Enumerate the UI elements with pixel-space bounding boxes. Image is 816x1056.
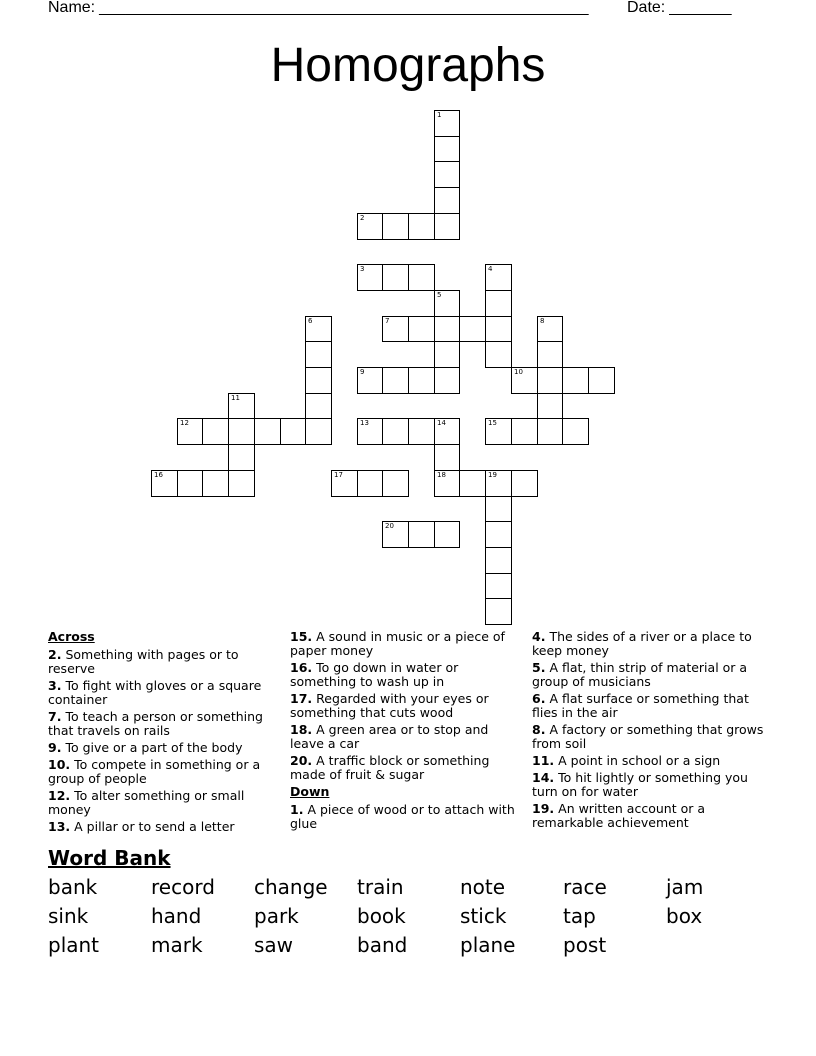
grid-cell[interactable] bbox=[485, 470, 512, 497]
grid-cell[interactable] bbox=[202, 470, 229, 497]
grid-cell[interactable] bbox=[228, 470, 255, 497]
clue-number: 13 bbox=[360, 419, 369, 427]
grid-cell[interactable] bbox=[537, 393, 563, 419]
grid-cell[interactable] bbox=[434, 367, 460, 394]
grid-cell[interactable] bbox=[537, 316, 563, 342]
word-bank-item: park bbox=[254, 904, 299, 928]
grid-cell[interactable] bbox=[382, 521, 409, 548]
grid-cell[interactable] bbox=[511, 367, 538, 394]
page-title: Homographs bbox=[270, 39, 546, 92]
grid-cell[interactable] bbox=[408, 213, 435, 240]
grid-cell[interactable] bbox=[305, 316, 332, 342]
grid-cell[interactable] bbox=[151, 470, 178, 497]
clue-number: 11 bbox=[231, 394, 240, 402]
name-blank[interactable]: _______________________________________________________ bbox=[99, 0, 589, 16]
word-bank-item: post bbox=[563, 933, 607, 957]
date-label: Date: bbox=[627, 0, 666, 16]
name-label: Name: bbox=[48, 0, 96, 16]
grid-cell[interactable] bbox=[382, 316, 409, 342]
grid-cell[interactable] bbox=[434, 341, 460, 368]
grid-cell[interactable] bbox=[537, 367, 563, 394]
grid-cell[interactable] bbox=[382, 264, 409, 291]
grid-cell[interactable] bbox=[511, 470, 538, 497]
word-bank-item: mark bbox=[151, 933, 203, 957]
clues-column-2 bbox=[290, 630, 525, 834]
clue-across-20: 20. A traffic block or something made of fruit & sugar bbox=[290, 753, 490, 782]
clue-number: 8 bbox=[540, 317, 545, 325]
grid-cell[interactable] bbox=[408, 264, 435, 291]
clue-down-6: 6. A flat surface or something that flies in the air bbox=[532, 691, 749, 720]
grid-cell[interactable] bbox=[305, 367, 332, 394]
grid-cell[interactable] bbox=[228, 393, 255, 419]
clue-across-18: 18. A green area or to stop and leave a car bbox=[290, 722, 489, 751]
clue-down-4: 4. The sides of a river or a place to keep money bbox=[532, 629, 752, 658]
clue-number: 1 bbox=[437, 111, 442, 119]
grid-cell[interactable] bbox=[357, 418, 383, 445]
grid-cell[interactable] bbox=[588, 367, 615, 394]
word-bank bbox=[48, 874, 788, 959]
grid-cell[interactable] bbox=[459, 470, 486, 497]
grid-cell[interactable] bbox=[408, 316, 435, 342]
word-bank-item: record bbox=[151, 875, 215, 899]
clue-across-15: 15. A sound in music or a piece of paper money bbox=[290, 629, 505, 658]
grid-cell[interactable] bbox=[485, 496, 512, 522]
clue-down-1: 1. A piece of wood or to attach with glue bbox=[290, 802, 515, 831]
grid-cell[interactable] bbox=[485, 418, 512, 445]
word-bank-item: change bbox=[254, 875, 328, 899]
word-bank-item: train bbox=[357, 875, 404, 899]
clue-down-14: 14. To hit lightly or something you turn on for water bbox=[532, 770, 748, 799]
clue-across-7: 7. To teach a person or something that travels on rails bbox=[48, 709, 263, 738]
clue-down-19: 19. An written account or a remarkable achievement bbox=[532, 801, 706, 830]
clue-number: 15 bbox=[488, 419, 497, 427]
grid-cell[interactable] bbox=[562, 418, 589, 445]
clues-column-3 bbox=[532, 630, 772, 833]
grid-cell[interactable] bbox=[357, 213, 383, 240]
grid-cell[interactable] bbox=[177, 418, 203, 445]
clue-number: 16 bbox=[154, 471, 163, 479]
grid-cell[interactable] bbox=[408, 367, 435, 394]
date-blank[interactable]: _______ bbox=[669, 0, 732, 16]
grid-cell[interactable] bbox=[408, 521, 435, 548]
across-heading: Across bbox=[48, 629, 95, 644]
clue-down-11: 11. A point in school or a sign bbox=[532, 753, 721, 768]
clue-number: 6 bbox=[308, 317, 313, 325]
grid-cell[interactable] bbox=[254, 418, 281, 445]
clue-number: 9 bbox=[360, 368, 365, 376]
clue-down-5: 5. A flat, thin strip of material or a group of musicians bbox=[532, 660, 748, 689]
grid-cell[interactable] bbox=[511, 418, 538, 445]
clue-number: 10 bbox=[514, 368, 523, 376]
word-bank-item: sink bbox=[48, 904, 89, 928]
word-bank-item: bank bbox=[48, 875, 98, 899]
clue-number: 7 bbox=[385, 317, 390, 325]
grid-cell[interactable] bbox=[228, 418, 255, 445]
grid-cell[interactable] bbox=[459, 316, 486, 342]
word-bank-item: band bbox=[357, 933, 408, 957]
word-bank-item: plane bbox=[460, 933, 516, 957]
word-bank-item: plant bbox=[48, 933, 100, 957]
grid-cell[interactable] bbox=[434, 418, 460, 445]
clue-down-8: 8. A factory or something that grows from soil bbox=[532, 722, 764, 751]
clues-column-1 bbox=[48, 630, 278, 837]
clue-number: 5 bbox=[437, 291, 442, 299]
clue-across-13: 13. A pillar or to send a letter bbox=[48, 819, 235, 834]
grid-cell[interactable] bbox=[357, 264, 383, 291]
grid-cell[interactable] bbox=[382, 418, 409, 445]
grid-cell[interactable] bbox=[434, 161, 460, 188]
clue-number: 3 bbox=[360, 265, 365, 273]
clue-number: 12 bbox=[180, 419, 189, 427]
clue-across-17: 17. Regarded with your eyes or something that cuts wood bbox=[290, 691, 489, 720]
grid-cell[interactable] bbox=[485, 521, 512, 548]
clue-number: 19 bbox=[488, 471, 497, 479]
grid-cell[interactable] bbox=[537, 418, 563, 445]
grid-cell[interactable] bbox=[485, 573, 512, 599]
grid-cell[interactable] bbox=[331, 470, 358, 497]
word-bank-item: stick bbox=[460, 904, 507, 928]
clue-across-10: 10. To compete in something or a group of people bbox=[48, 757, 261, 786]
grid-cell[interactable] bbox=[357, 367, 383, 394]
grid-cell[interactable] bbox=[434, 136, 460, 162]
grid-cell[interactable] bbox=[537, 341, 563, 368]
word-bank-item: race bbox=[563, 875, 607, 899]
clue-across-3: 3. To fight with gloves or a square container bbox=[48, 678, 262, 707]
clue-number: 2 bbox=[360, 214, 365, 222]
clue-across-12: 12. To alter something or small money bbox=[48, 788, 245, 817]
word-bank-item: book bbox=[357, 904, 406, 928]
word-bank-item: jam bbox=[666, 875, 704, 899]
grid-cell[interactable] bbox=[408, 418, 435, 445]
word-bank-item: saw bbox=[254, 933, 294, 957]
grid-cell[interactable] bbox=[305, 393, 332, 419]
grid-cell[interactable] bbox=[357, 470, 383, 497]
grid-cell[interactable] bbox=[434, 316, 460, 342]
clue-across-2: 2. Something with pages or to reserve bbox=[48, 647, 239, 676]
grid-cell[interactable] bbox=[280, 418, 306, 445]
clue-number: 18 bbox=[437, 471, 446, 479]
grid-cell[interactable] bbox=[562, 367, 589, 394]
grid-cell[interactable] bbox=[434, 521, 460, 548]
word-bank-item: hand bbox=[151, 904, 202, 928]
grid-cell[interactable] bbox=[382, 213, 409, 240]
grid-cell[interactable] bbox=[382, 367, 409, 394]
word-bank-title: Word Bank bbox=[48, 846, 171, 870]
grid-cell[interactable] bbox=[434, 444, 460, 471]
grid-cell[interactable] bbox=[485, 598, 512, 625]
grid-cell[interactable] bbox=[485, 264, 512, 291]
grid-cell[interactable] bbox=[485, 290, 512, 317]
clue-number: 17 bbox=[334, 471, 343, 479]
clue-across-9: 9. To give or a part of the body bbox=[48, 740, 243, 755]
grid-cell[interactable] bbox=[434, 470, 460, 497]
clue-number: 20 bbox=[385, 522, 394, 530]
grid-cell[interactable] bbox=[434, 110, 460, 137]
grid-cell[interactable] bbox=[434, 213, 460, 240]
grid-cell[interactable] bbox=[485, 547, 512, 574]
word-bank-item: tap bbox=[563, 904, 596, 928]
clue-number: 14 bbox=[437, 419, 446, 427]
clue-across-16: 16. To go down in water or something to wash up in bbox=[290, 660, 459, 689]
grid-cell[interactable] bbox=[202, 418, 229, 445]
grid-cell[interactable] bbox=[434, 187, 460, 214]
grid-cell[interactable] bbox=[382, 470, 409, 497]
grid-cell[interactable] bbox=[434, 290, 460, 317]
grid-cell[interactable] bbox=[485, 316, 512, 342]
clue-number: 4 bbox=[488, 265, 493, 273]
grid-cell[interactable] bbox=[177, 470, 203, 497]
grid-cell[interactable] bbox=[228, 444, 255, 471]
word-bank-item: note bbox=[460, 875, 506, 899]
grid-cell[interactable] bbox=[305, 418, 332, 445]
grid-cell[interactable] bbox=[305, 341, 332, 368]
word-bank-item: box bbox=[666, 904, 703, 928]
down-heading: Down bbox=[290, 784, 330, 799]
grid-cell[interactable] bbox=[485, 341, 512, 368]
